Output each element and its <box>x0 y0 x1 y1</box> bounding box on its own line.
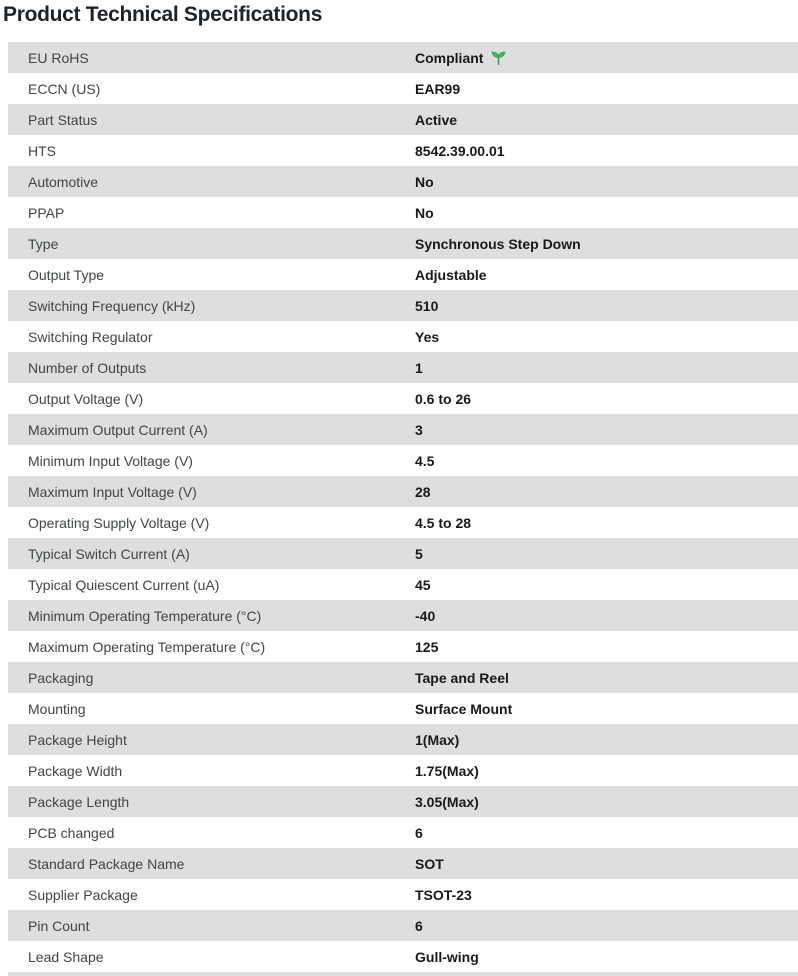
spec-value-text: Adjustable <box>415 266 487 283</box>
spec-label: Mounting <box>28 700 86 717</box>
table-row <box>8 383 798 414</box>
spec-value-text: 0.6 to 26 <box>415 390 472 407</box>
table-row <box>8 228 798 259</box>
table-row <box>8 166 798 197</box>
spec-value <box>415 887 798 903</box>
spec-value <box>415 298 798 314</box>
spec-value-text: TSOT-23 <box>415 886 472 903</box>
spec-value-text: 1(Max) <box>415 731 460 748</box>
spec-value <box>415 732 798 748</box>
spec-label: Typical Quiescent Current (uA) <box>28 576 220 593</box>
spec-value <box>415 577 798 593</box>
spec-value-text: 6 <box>415 917 423 934</box>
spec-value-text: Compliant <box>415 49 484 66</box>
table-row <box>8 290 798 321</box>
table-row <box>8 321 798 352</box>
spec-value-text: 510 <box>415 297 439 314</box>
spec-label: Minimum Input Voltage (V) <box>28 452 193 469</box>
spec-label: Maximum Operating Temperature (°C) <box>28 638 266 655</box>
table-row <box>8 538 798 569</box>
table-row <box>8 693 798 724</box>
spec-label: Number of Outputs <box>28 359 147 376</box>
spec-label: Maximum Input Voltage (V) <box>28 483 197 500</box>
spec-value <box>415 825 798 841</box>
spec-value-text: 4.5 to 28 <box>415 514 472 531</box>
table-row <box>8 879 798 910</box>
table-row <box>8 414 798 445</box>
spec-value-text: 45 <box>415 576 431 593</box>
spec-value-text: No <box>415 173 434 190</box>
spec-value-text: 125 <box>415 638 439 655</box>
spec-value-text: SOT <box>415 855 444 872</box>
spec-value-text: 1.75(Max) <box>415 762 479 779</box>
spec-value <box>415 608 798 624</box>
spec-label: Minimum Operating Temperature (°C) <box>28 607 262 624</box>
spec-value <box>415 81 798 97</box>
spec-label: Operating Supply Voltage (V) <box>28 514 210 531</box>
table-row <box>8 941 798 972</box>
spec-label: Standard Package Name <box>28 855 185 872</box>
table-row <box>8 910 798 941</box>
table-row <box>8 197 798 228</box>
table-row <box>8 724 798 755</box>
spec-label: Lead Shape <box>28 948 104 965</box>
table-row <box>8 600 798 631</box>
spec-label: HTS <box>28 142 56 159</box>
spec-value <box>415 453 798 469</box>
spec-label: ECCN (US) <box>28 80 101 97</box>
spec-value <box>415 391 798 407</box>
spec-value-text: 8542.39.00.01 <box>415 142 505 159</box>
spec-label: Maximum Output Current (A) <box>28 421 208 438</box>
table-row <box>8 259 798 290</box>
spec-label: Packaging <box>28 669 94 686</box>
spec-value-text: Gull-wing <box>415 948 479 965</box>
spec-value <box>415 236 798 252</box>
spec-label: Output Type <box>28 266 105 283</box>
spec-value <box>415 205 798 221</box>
spec-value-text: 3.05(Max) <box>415 793 479 810</box>
spec-label: Switching Regulator <box>28 328 153 345</box>
table-row <box>8 569 798 600</box>
table-row <box>8 755 798 786</box>
spec-label: Type <box>28 235 59 252</box>
spec-value-text: 3 <box>415 421 423 438</box>
table-row <box>8 352 798 383</box>
spec-label: Output Voltage (V) <box>28 390 144 407</box>
spec-value <box>415 763 798 779</box>
spec-value <box>415 546 798 562</box>
table-row <box>8 662 798 693</box>
spec-value <box>415 794 798 810</box>
page-title: Product Technical Specifications <box>3 3 323 26</box>
leaf-icon <box>490 50 507 65</box>
spec-value <box>415 174 798 190</box>
spec-value <box>415 701 798 717</box>
spec-value <box>415 329 798 345</box>
spec-label: Pin Count <box>28 917 90 934</box>
spec-label: EU RoHS <box>28 49 89 66</box>
spec-value <box>415 143 798 159</box>
spec-label: Typical Switch Current (A) <box>28 545 190 562</box>
spec-label: Switching Frequency (kHz) <box>28 297 196 314</box>
spec-value <box>415 515 798 531</box>
spec-value-text: -40 <box>415 607 436 624</box>
spec-label: PCB changed <box>28 824 115 841</box>
spec-value-text: Active <box>415 111 458 128</box>
spec-table <box>8 42 798 976</box>
spec-label: Package Height <box>28 731 127 748</box>
spec-value-text: No <box>415 204 434 221</box>
spec-value-text: Synchronous Step Down <box>415 235 581 252</box>
table-row <box>8 786 798 817</box>
spec-label: Package Width <box>28 762 123 779</box>
spec-value-text: 4.5 <box>415 452 435 469</box>
spec-value-text: 1 <box>415 359 423 376</box>
spec-value <box>415 267 798 283</box>
spec-value <box>415 112 798 128</box>
table-row-partial <box>8 972 798 976</box>
spec-label: PPAP <box>28 204 65 221</box>
table-row <box>8 135 798 166</box>
spec-value <box>415 856 798 872</box>
table-row <box>8 104 798 135</box>
spec-value-text: 28 <box>415 483 431 500</box>
spec-label: Supplier Package <box>28 886 138 903</box>
spec-value <box>415 949 798 965</box>
spec-value <box>415 422 798 438</box>
table-row <box>8 848 798 879</box>
spec-value-text: Surface Mount <box>415 700 513 717</box>
table-row <box>8 631 798 662</box>
spec-value <box>415 639 798 655</box>
table-row <box>8 817 798 848</box>
table-row <box>8 476 798 507</box>
spec-value-text: 5 <box>415 545 423 562</box>
spec-value <box>415 360 798 376</box>
spec-label: Package Length <box>28 793 130 810</box>
spec-value <box>415 50 798 66</box>
table-row <box>8 507 798 538</box>
spec-label: Part Status <box>28 111 98 128</box>
spec-value-text: 6 <box>415 824 423 841</box>
table-row <box>8 42 798 73</box>
table-row <box>8 73 798 104</box>
spec-value-text: Tape and Reel <box>415 669 509 686</box>
spec-value-text: EAR99 <box>415 80 461 97</box>
spec-value <box>415 670 798 686</box>
table-row <box>8 445 798 476</box>
spec-label: Automotive <box>28 173 99 190</box>
spec-value <box>415 918 798 934</box>
spec-value <box>415 484 798 500</box>
spec-value-text: Yes <box>415 328 440 345</box>
